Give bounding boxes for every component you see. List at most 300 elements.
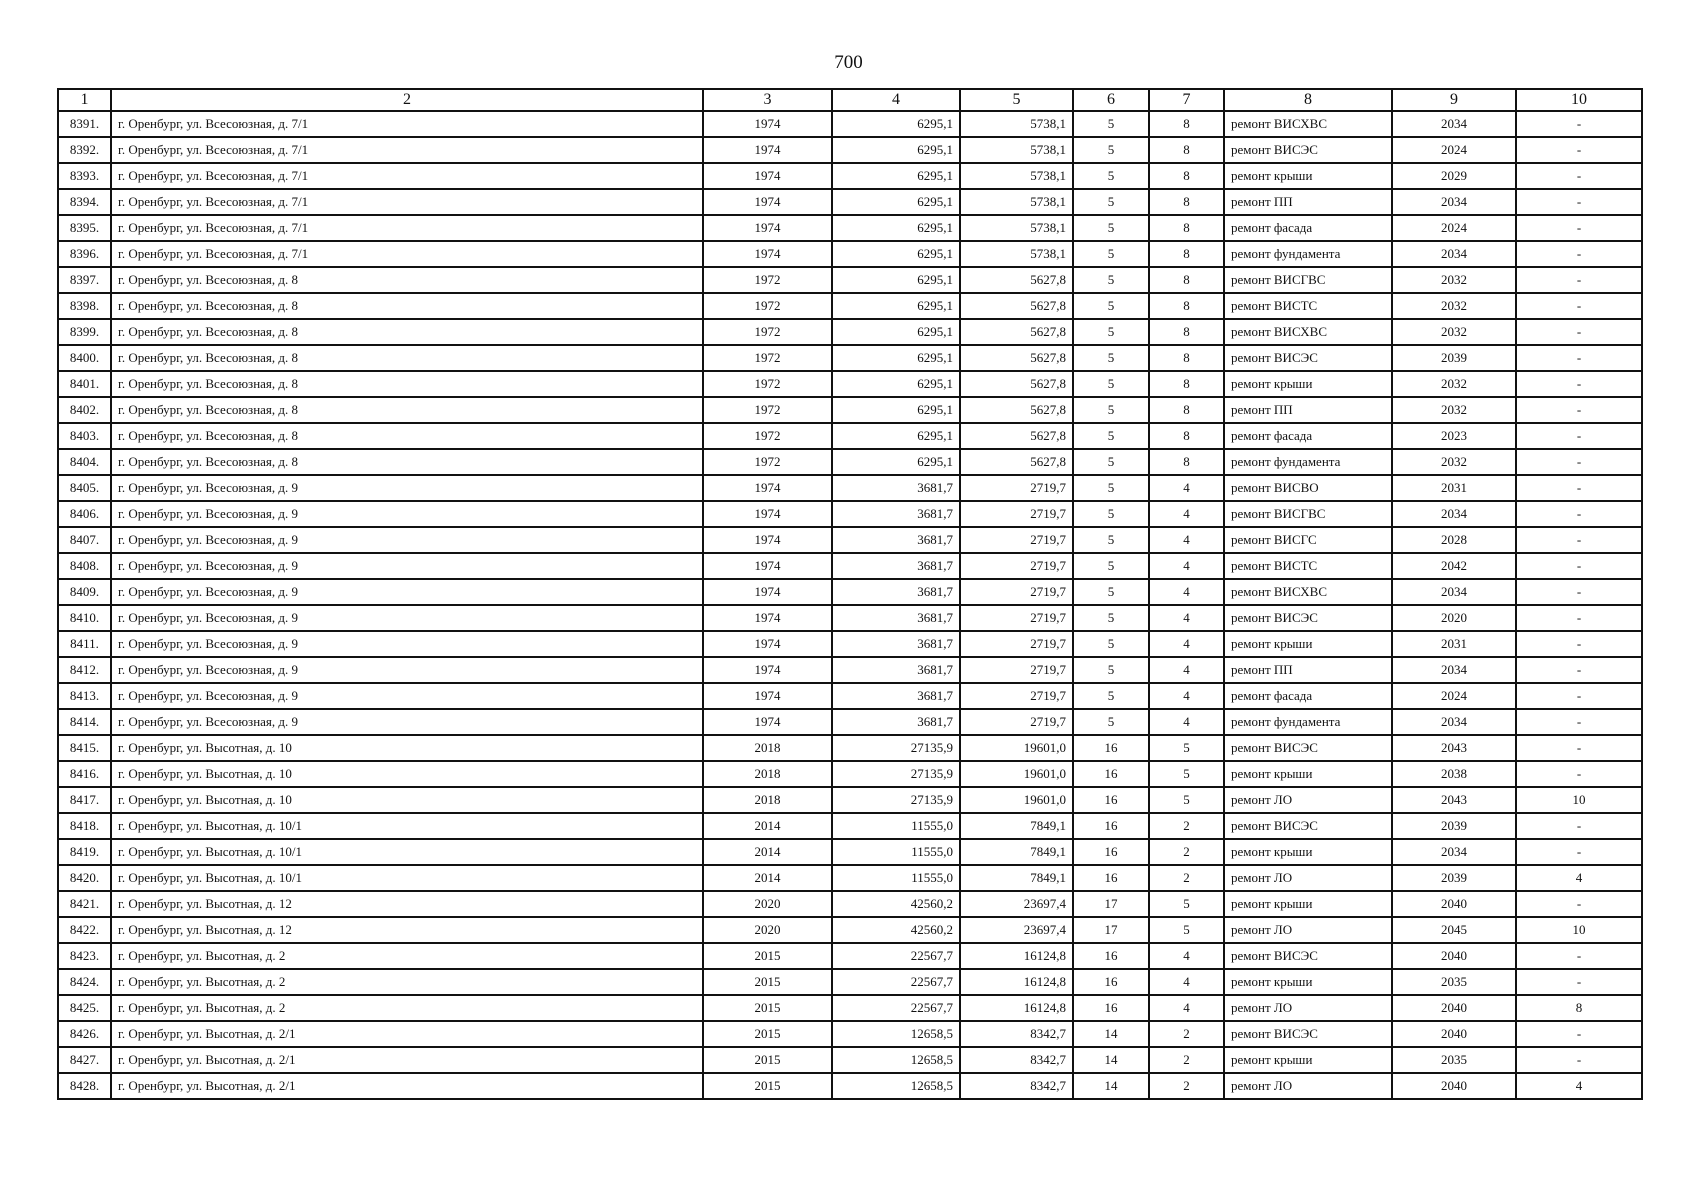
- table-row: [58, 553, 1642, 579]
- cell-entrances: 4: [1149, 475, 1224, 501]
- cell-row-number: 8428.: [58, 1073, 111, 1099]
- cell-entrances: 5: [1149, 761, 1224, 787]
- cell-work-type: ремонт ВИСТС: [1224, 293, 1392, 319]
- cell-total-area: 42560,2: [832, 891, 960, 917]
- cell-address: г. Оренбург, ул. Высотная, д. 2/1: [111, 1047, 703, 1073]
- table-row: [58, 917, 1642, 943]
- cell-living-area: 5627,8: [960, 345, 1073, 371]
- cell-entrances: 8: [1149, 137, 1224, 163]
- cell-year-built: 1974: [703, 215, 832, 241]
- column-header-6: 6: [1073, 89, 1149, 111]
- table-row: [58, 137, 1642, 163]
- cell-floors: 16: [1073, 943, 1149, 969]
- cell-total-area: 3681,7: [832, 553, 960, 579]
- cell-living-area: 16124,8: [960, 969, 1073, 995]
- cell-living-area: 5738,1: [960, 137, 1073, 163]
- cell-year-built: 1974: [703, 709, 832, 735]
- cell-address: г. Оренбург, ул. Всесоюзная, д. 7/1: [111, 163, 703, 189]
- cell-planned-year: 2039: [1392, 345, 1516, 371]
- cell-work-type: ремонт крыши: [1224, 631, 1392, 657]
- cell-row-number: 8414.: [58, 709, 111, 735]
- cell-total-area: 11555,0: [832, 865, 960, 891]
- cell-entrances: 8: [1149, 189, 1224, 215]
- cell-planned-year: 2040: [1392, 995, 1516, 1021]
- cell-entrances: 4: [1149, 709, 1224, 735]
- cell-work-type: ремонт ВИСГС: [1224, 527, 1392, 553]
- cell-planned-year: 2042: [1392, 553, 1516, 579]
- cell-row-number: 8415.: [58, 735, 111, 761]
- cell-planned-year: 2034: [1392, 579, 1516, 605]
- column-header-7: 7: [1149, 89, 1224, 111]
- cell-entrances: 8: [1149, 293, 1224, 319]
- cell-entrances: 5: [1149, 735, 1224, 761]
- cell-address: г. Оренбург, ул. Высотная, д. 2/1: [111, 1021, 703, 1047]
- cell-row-number: 8394.: [58, 189, 111, 215]
- cell-living-area: 19601,0: [960, 787, 1073, 813]
- cell-value-col10: -: [1516, 839, 1642, 865]
- cell-planned-year: 2035: [1392, 969, 1516, 995]
- cell-work-type: ремонт ЛО: [1224, 1073, 1392, 1099]
- cell-planned-year: 2031: [1392, 631, 1516, 657]
- cell-year-built: 2020: [703, 917, 832, 943]
- cell-row-number: 8397.: [58, 267, 111, 293]
- cell-total-area: 6295,1: [832, 163, 960, 189]
- cell-entrances: 5: [1149, 891, 1224, 917]
- cell-row-number: 8424.: [58, 969, 111, 995]
- cell-living-area: 2719,7: [960, 657, 1073, 683]
- cell-planned-year: 2034: [1392, 241, 1516, 267]
- cell-total-area: 3681,7: [832, 683, 960, 709]
- cell-floors: 5: [1073, 501, 1149, 527]
- cell-address: г. Оренбург, ул. Всесоюзная, д. 8: [111, 423, 703, 449]
- table-row: [58, 579, 1642, 605]
- table-row: [58, 787, 1642, 813]
- cell-address: г. Оренбург, ул. Всесоюзная, д. 8: [111, 319, 703, 345]
- cell-total-area: 3681,7: [832, 605, 960, 631]
- cell-year-built: 1974: [703, 527, 832, 553]
- cell-floors: 14: [1073, 1047, 1149, 1073]
- cell-row-number: 8396.: [58, 241, 111, 267]
- cell-address: г. Оренбург, ул. Всесоюзная, д. 9: [111, 683, 703, 709]
- cell-work-type: ремонт фундамента: [1224, 241, 1392, 267]
- cell-floors: 5: [1073, 241, 1149, 267]
- cell-year-built: 2015: [703, 943, 832, 969]
- cell-row-number: 8401.: [58, 371, 111, 397]
- cell-year-built: 2015: [703, 995, 832, 1021]
- cell-living-area: 5627,8: [960, 449, 1073, 475]
- cell-floors: 5: [1073, 111, 1149, 137]
- cell-planned-year: 2031: [1392, 475, 1516, 501]
- cell-living-area: 19601,0: [960, 761, 1073, 787]
- cell-entrances: 8: [1149, 423, 1224, 449]
- cell-living-area: 5627,8: [960, 319, 1073, 345]
- cell-planned-year: 2040: [1392, 1021, 1516, 1047]
- cell-living-area: 8342,7: [960, 1047, 1073, 1073]
- cell-address: г. Оренбург, ул. Высотная, д. 10: [111, 735, 703, 761]
- cell-total-area: 6295,1: [832, 449, 960, 475]
- cell-living-area: 7849,1: [960, 813, 1073, 839]
- cell-work-type: ремонт ВИСЭС: [1224, 605, 1392, 631]
- cell-work-type: ремонт ЛО: [1224, 787, 1392, 813]
- table-row: [58, 293, 1642, 319]
- cell-living-area: 7849,1: [960, 839, 1073, 865]
- cell-total-area: 6295,1: [832, 397, 960, 423]
- cell-value-col10: -: [1516, 371, 1642, 397]
- cell-row-number: 8409.: [58, 579, 111, 605]
- table-row: [58, 761, 1642, 787]
- cell-work-type: ремонт ВИСХВС: [1224, 579, 1392, 605]
- cell-year-built: 2015: [703, 969, 832, 995]
- cell-year-built: 1972: [703, 267, 832, 293]
- cell-floors: 17: [1073, 891, 1149, 917]
- cell-floors: 5: [1073, 293, 1149, 319]
- cell-living-area: 5627,8: [960, 423, 1073, 449]
- cell-total-area: 6295,1: [832, 111, 960, 137]
- cell-floors: 5: [1073, 267, 1149, 293]
- cell-work-type: ремонт крыши: [1224, 969, 1392, 995]
- cell-entrances: 4: [1149, 943, 1224, 969]
- cell-address: г. Оренбург, ул. Высотная, д. 10/1: [111, 813, 703, 839]
- cell-year-built: 1974: [703, 475, 832, 501]
- cell-planned-year: 2039: [1392, 865, 1516, 891]
- cell-row-number: 8418.: [58, 813, 111, 839]
- cell-total-area: 12658,5: [832, 1073, 960, 1099]
- cell-entrances: 4: [1149, 631, 1224, 657]
- cell-work-type: ремонт ВИСГВС: [1224, 267, 1392, 293]
- cell-planned-year: 2043: [1392, 787, 1516, 813]
- cell-address: г. Оренбург, ул. Всесоюзная, д. 8: [111, 397, 703, 423]
- cell-floors: 16: [1073, 865, 1149, 891]
- column-header-2: 2: [111, 89, 703, 111]
- cell-work-type: ремонт ЛО: [1224, 865, 1392, 891]
- cell-year-built: 1974: [703, 111, 832, 137]
- table-row: [58, 1047, 1642, 1073]
- cell-work-type: ремонт крыши: [1224, 1047, 1392, 1073]
- cell-planned-year: 2032: [1392, 293, 1516, 319]
- cell-row-number: 8425.: [58, 995, 111, 1021]
- cell-planned-year: 2024: [1392, 683, 1516, 709]
- cell-living-area: 2719,7: [960, 579, 1073, 605]
- cell-living-area: 23697,4: [960, 917, 1073, 943]
- table-row: [58, 501, 1642, 527]
- table-row: [58, 735, 1642, 761]
- cell-planned-year: 2038: [1392, 761, 1516, 787]
- cell-planned-year: 2040: [1392, 1073, 1516, 1099]
- cell-value-col10: -: [1516, 761, 1642, 787]
- table-row: [58, 371, 1642, 397]
- cell-floors: 16: [1073, 735, 1149, 761]
- cell-total-area: 6295,1: [832, 371, 960, 397]
- cell-planned-year: 2032: [1392, 449, 1516, 475]
- table-row: [58, 969, 1642, 995]
- cell-year-built: 2014: [703, 865, 832, 891]
- column-header-10: 10: [1516, 89, 1642, 111]
- cell-total-area: 3681,7: [832, 501, 960, 527]
- cell-planned-year: 2032: [1392, 371, 1516, 397]
- cell-row-number: 8398.: [58, 293, 111, 319]
- cell-year-built: 1972: [703, 449, 832, 475]
- cell-entrances: 5: [1149, 787, 1224, 813]
- cell-row-number: 8427.: [58, 1047, 111, 1073]
- cell-year-built: 1974: [703, 137, 832, 163]
- cell-year-built: 2018: [703, 761, 832, 787]
- cell-value-col10: -: [1516, 449, 1642, 475]
- cell-address: г. Оренбург, ул. Всесоюзная, д. 7/1: [111, 111, 703, 137]
- cell-value-col10: 4: [1516, 1073, 1642, 1099]
- cell-value-col10: -: [1516, 475, 1642, 501]
- cell-floors: 16: [1073, 839, 1149, 865]
- cell-year-built: 1972: [703, 319, 832, 345]
- cell-row-number: 8412.: [58, 657, 111, 683]
- cell-total-area: 22567,7: [832, 943, 960, 969]
- table-row: [58, 345, 1642, 371]
- cell-year-built: 2018: [703, 735, 832, 761]
- cell-floors: 5: [1073, 631, 1149, 657]
- cell-value-col10: -: [1516, 215, 1642, 241]
- cell-value-col10: -: [1516, 345, 1642, 371]
- table-row: [58, 215, 1642, 241]
- cell-address: г. Оренбург, ул. Высотная, д. 12: [111, 891, 703, 917]
- table-row: [58, 397, 1642, 423]
- cell-total-area: 3681,7: [832, 657, 960, 683]
- cell-planned-year: 2040: [1392, 891, 1516, 917]
- cell-planned-year: 2035: [1392, 1047, 1516, 1073]
- cell-planned-year: 2024: [1392, 215, 1516, 241]
- cell-address: г. Оренбург, ул. Высотная, д. 10: [111, 787, 703, 813]
- cell-value-col10: 4: [1516, 865, 1642, 891]
- cell-value-col10: -: [1516, 189, 1642, 215]
- cell-work-type: ремонт ВИСТС: [1224, 553, 1392, 579]
- cell-value-col10: -: [1516, 709, 1642, 735]
- cell-total-area: 22567,7: [832, 969, 960, 995]
- cell-row-number: 8413.: [58, 683, 111, 709]
- cell-work-type: ремонт ПП: [1224, 189, 1392, 215]
- cell-value-col10: -: [1516, 293, 1642, 319]
- cell-floors: 5: [1073, 475, 1149, 501]
- cell-living-area: 2719,7: [960, 683, 1073, 709]
- cell-year-built: 2014: [703, 839, 832, 865]
- cell-work-type: ремонт фасада: [1224, 683, 1392, 709]
- cell-living-area: 5627,8: [960, 267, 1073, 293]
- cell-address: г. Оренбург, ул. Всесоюзная, д. 9: [111, 657, 703, 683]
- table-row: [58, 475, 1642, 501]
- cell-total-area: 27135,9: [832, 735, 960, 761]
- cell-value-col10: -: [1516, 891, 1642, 917]
- table-row: [58, 527, 1642, 553]
- cell-work-type: ремонт крыши: [1224, 761, 1392, 787]
- cell-entrances: 4: [1149, 683, 1224, 709]
- column-header-5: 5: [960, 89, 1073, 111]
- cell-value-col10: 10: [1516, 917, 1642, 943]
- cell-value-col10: -: [1516, 423, 1642, 449]
- cell-address: г. Оренбург, ул. Всесоюзная, д. 9: [111, 605, 703, 631]
- cell-floors: 5: [1073, 683, 1149, 709]
- cell-address: г. Оренбург, ул. Всесоюзная, д. 7/1: [111, 189, 703, 215]
- cell-entrances: 8: [1149, 267, 1224, 293]
- cell-row-number: 8395.: [58, 215, 111, 241]
- cell-row-number: 8392.: [58, 137, 111, 163]
- cell-year-built: 1972: [703, 345, 832, 371]
- cell-address: г. Оренбург, ул. Высотная, д. 2: [111, 995, 703, 1021]
- cell-year-built: 2015: [703, 1047, 832, 1073]
- cell-value-col10: 8: [1516, 995, 1642, 1021]
- table-row: [58, 891, 1642, 917]
- cell-living-area: 2719,7: [960, 475, 1073, 501]
- cell-entrances: 4: [1149, 605, 1224, 631]
- cell-planned-year: 2032: [1392, 319, 1516, 345]
- cell-work-type: ремонт ПП: [1224, 657, 1392, 683]
- cell-floors: 5: [1073, 371, 1149, 397]
- cell-total-area: 6295,1: [832, 319, 960, 345]
- cell-work-type: ремонт ВИСЭС: [1224, 735, 1392, 761]
- cell-planned-year: 2045: [1392, 917, 1516, 943]
- cell-entrances: 2: [1149, 839, 1224, 865]
- cell-work-type: ремонт фундамента: [1224, 449, 1392, 475]
- cell-row-number: 8426.: [58, 1021, 111, 1047]
- table-row: [58, 709, 1642, 735]
- cell-value-col10: 10: [1516, 787, 1642, 813]
- cell-total-area: 22567,7: [832, 995, 960, 1021]
- cell-work-type: ремонт крыши: [1224, 891, 1392, 917]
- cell-entrances: 8: [1149, 397, 1224, 423]
- table-row: [58, 111, 1642, 137]
- table-row: [58, 865, 1642, 891]
- cell-year-built: 1972: [703, 371, 832, 397]
- table-row: [58, 839, 1642, 865]
- cell-address: г. Оренбург, ул. Всесоюзная, д. 9: [111, 579, 703, 605]
- cell-work-type: ремонт ВИСЭС: [1224, 345, 1392, 371]
- cell-year-built: 2018: [703, 787, 832, 813]
- cell-row-number: 8406.: [58, 501, 111, 527]
- cell-total-area: 6295,1: [832, 215, 960, 241]
- header-row: [58, 89, 1642, 111]
- table-row: [58, 241, 1642, 267]
- cell-year-built: 1974: [703, 605, 832, 631]
- cell-entrances: 8: [1149, 163, 1224, 189]
- cell-row-number: 8411.: [58, 631, 111, 657]
- cell-address: г. Оренбург, ул. Всесоюзная, д. 7/1: [111, 137, 703, 163]
- table-row: [58, 1021, 1642, 1047]
- table-row: [58, 995, 1642, 1021]
- cell-planned-year: 2020: [1392, 605, 1516, 631]
- cell-floors: 5: [1073, 527, 1149, 553]
- cell-year-built: 1972: [703, 293, 832, 319]
- cell-year-built: 1974: [703, 631, 832, 657]
- cell-planned-year: 2029: [1392, 163, 1516, 189]
- cell-address: г. Оренбург, ул. Всесоюзная, д. 9: [111, 501, 703, 527]
- cell-value-col10: -: [1516, 1047, 1642, 1073]
- cell-entrances: 8: [1149, 345, 1224, 371]
- cell-row-number: 8393.: [58, 163, 111, 189]
- cell-total-area: 6295,1: [832, 241, 960, 267]
- cell-planned-year: 2040: [1392, 943, 1516, 969]
- cell-work-type: ремонт ВИСЭС: [1224, 943, 1392, 969]
- cell-work-type: ремонт ВИСХВС: [1224, 111, 1392, 137]
- cell-floors: 5: [1073, 345, 1149, 371]
- table-row: [58, 631, 1642, 657]
- page-number: 700: [834, 52, 863, 73]
- table-row: [58, 163, 1642, 189]
- cell-year-built: 1974: [703, 553, 832, 579]
- cell-planned-year: 2034: [1392, 657, 1516, 683]
- cell-living-area: 2719,7: [960, 605, 1073, 631]
- cell-year-built: 1972: [703, 397, 832, 423]
- cell-row-number: 8417.: [58, 787, 111, 813]
- cell-value-col10: -: [1516, 397, 1642, 423]
- cell-address: г. Оренбург, ул. Всесоюзная, д. 7/1: [111, 215, 703, 241]
- cell-address: г. Оренбург, ул. Высотная, д. 2/1: [111, 1073, 703, 1099]
- cell-address: г. Оренбург, ул. Всесоюзная, д. 8: [111, 449, 703, 475]
- cell-work-type: ремонт крыши: [1224, 163, 1392, 189]
- column-header-8: 8: [1224, 89, 1392, 111]
- cell-value-col10: -: [1516, 111, 1642, 137]
- cell-entrances: 2: [1149, 813, 1224, 839]
- cell-floors: 16: [1073, 969, 1149, 995]
- table-row: [58, 1073, 1642, 1099]
- cell-row-number: 8391.: [58, 111, 111, 137]
- column-header-9: 9: [1392, 89, 1516, 111]
- cell-row-number: 8400.: [58, 345, 111, 371]
- cell-row-number: 8407.: [58, 527, 111, 553]
- column-header-1: 1: [58, 89, 111, 111]
- cell-address: г. Оренбург, ул. Всесоюзная, д. 9: [111, 709, 703, 735]
- cell-year-built: 1974: [703, 683, 832, 709]
- cell-floors: 14: [1073, 1073, 1149, 1099]
- column-header-3: 3: [703, 89, 832, 111]
- cell-work-type: ремонт ВИСЭС: [1224, 1021, 1392, 1047]
- cell-floors: 5: [1073, 319, 1149, 345]
- cell-year-built: 1974: [703, 657, 832, 683]
- cell-entrances: 8: [1149, 241, 1224, 267]
- cell-living-area: 5738,1: [960, 111, 1073, 137]
- cell-entrances: 4: [1149, 995, 1224, 1021]
- cell-floors: 5: [1073, 423, 1149, 449]
- cell-address: г. Оренбург, ул. Всесоюзная, д. 8: [111, 371, 703, 397]
- table-row: [58, 605, 1642, 631]
- cell-year-built: 1974: [703, 189, 832, 215]
- cell-address: г. Оренбург, ул. Высотная, д. 12: [111, 917, 703, 943]
- cell-living-area: 2719,7: [960, 553, 1073, 579]
- cell-floors: 16: [1073, 787, 1149, 813]
- cell-address: г. Оренбург, ул. Всесоюзная, д. 8: [111, 267, 703, 293]
- cell-planned-year: 2024: [1392, 137, 1516, 163]
- cell-total-area: 6295,1: [832, 189, 960, 215]
- cell-address: г. Оренбург, ул. Всесоюзная, д. 8: [111, 293, 703, 319]
- cell-floors: 5: [1073, 605, 1149, 631]
- cell-living-area: 2719,7: [960, 501, 1073, 527]
- cell-entrances: 8: [1149, 215, 1224, 241]
- cell-row-number: 8410.: [58, 605, 111, 631]
- cell-living-area: 16124,8: [960, 943, 1073, 969]
- cell-total-area: 12658,5: [832, 1021, 960, 1047]
- cell-work-type: ремонт ПП: [1224, 397, 1392, 423]
- cell-work-type: ремонт ВИСЭС: [1224, 137, 1392, 163]
- cell-work-type: ремонт ВИСХВС: [1224, 319, 1392, 345]
- cell-living-area: 8342,7: [960, 1073, 1073, 1099]
- cell-entrances: 2: [1149, 865, 1224, 891]
- cell-entrances: 4: [1149, 969, 1224, 995]
- cell-entrances: 2: [1149, 1073, 1224, 1099]
- cell-floors: 5: [1073, 553, 1149, 579]
- cell-row-number: 8423.: [58, 943, 111, 969]
- cell-living-area: 8342,7: [960, 1021, 1073, 1047]
- cell-year-built: 1974: [703, 579, 832, 605]
- cell-total-area: 27135,9: [832, 787, 960, 813]
- cell-row-number: 8419.: [58, 839, 111, 865]
- cell-address: г. Оренбург, ул. Всесоюзная, д. 9: [111, 553, 703, 579]
- cell-living-area: 5627,8: [960, 397, 1073, 423]
- cell-total-area: 3681,7: [832, 527, 960, 553]
